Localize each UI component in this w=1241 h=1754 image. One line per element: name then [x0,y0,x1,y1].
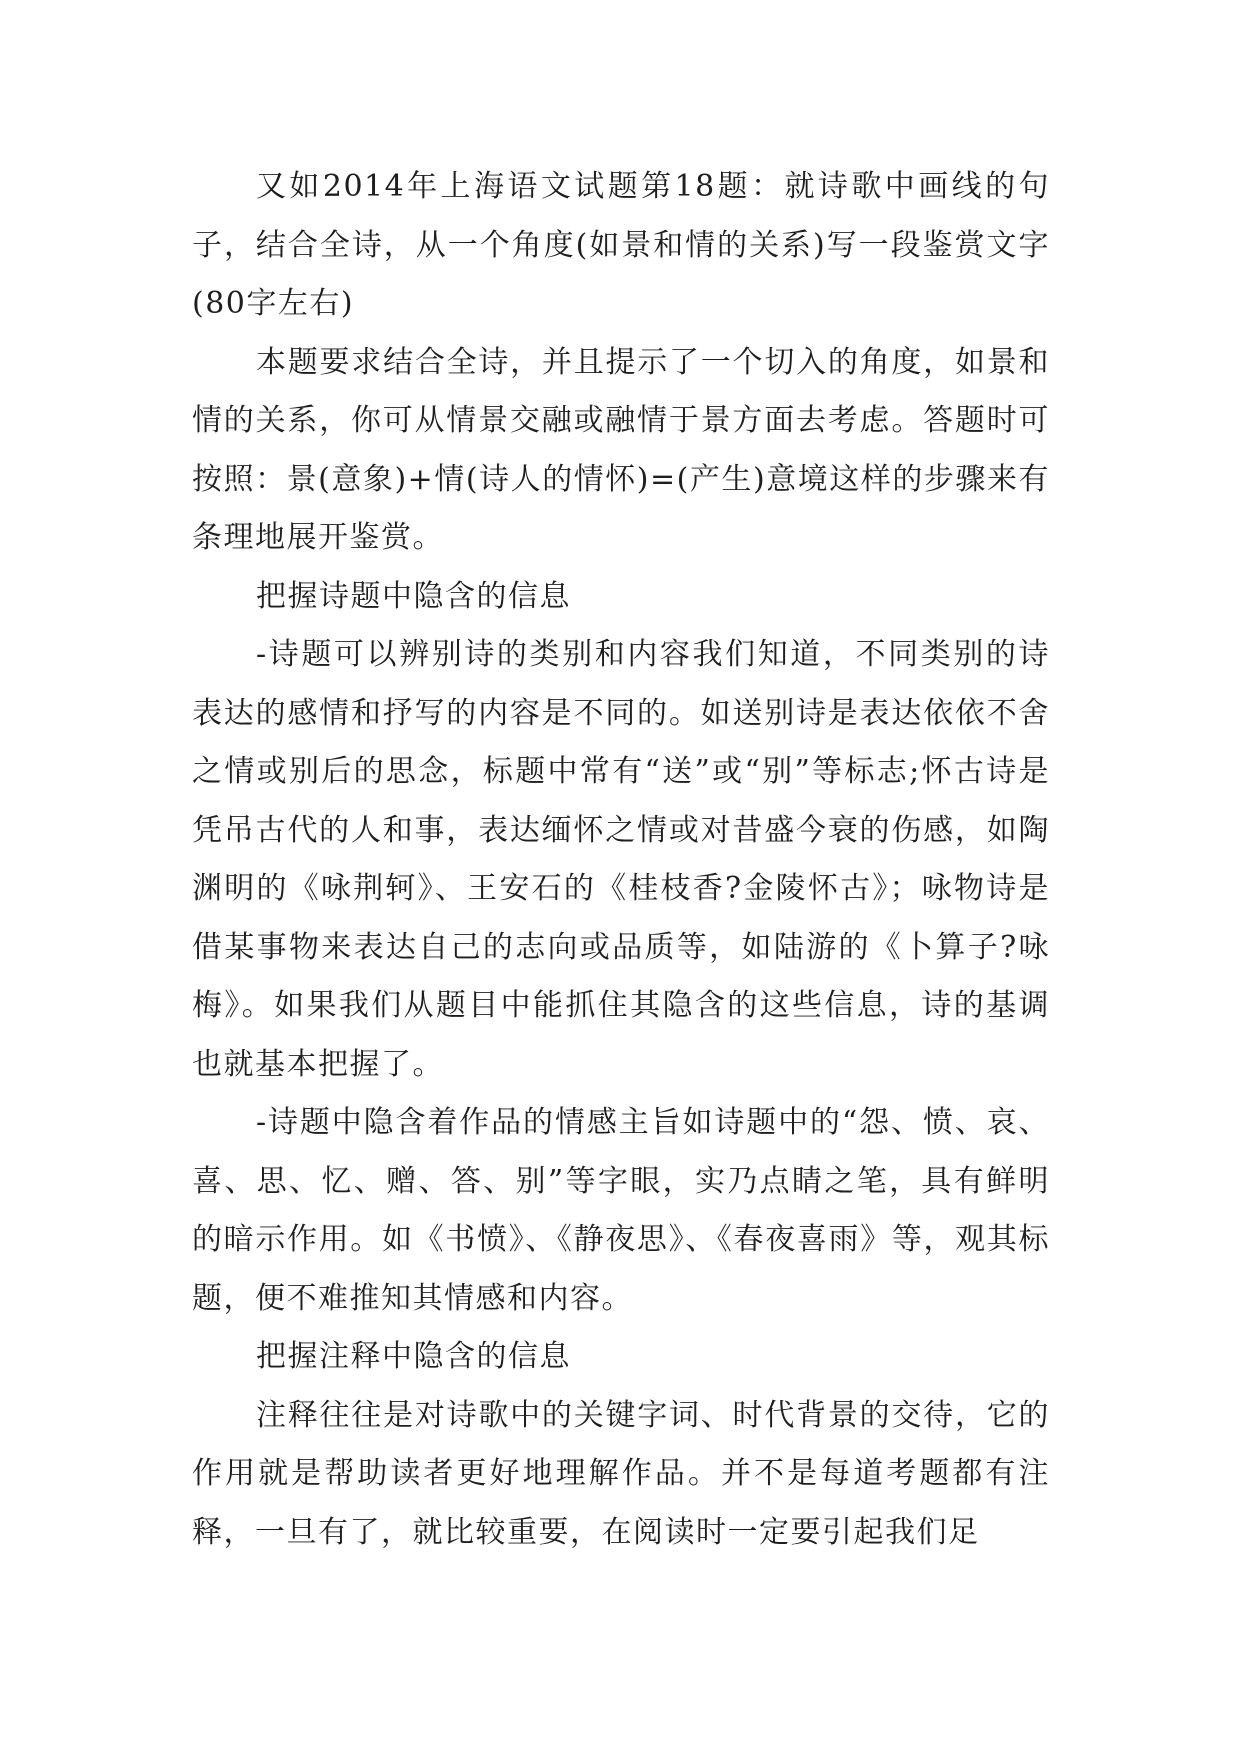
paragraph-title-emotion: -诗题中隐含着作品的情感主旨如诗题中的“怨、愤、哀、喜、思、忆、赠、答、别”等字眼，实乃点睛之笔，具有鲜明的暗示作用。如《书愤》、《静夜思》、《春夜喜雨》等，观其标题，便不难推知其情感和内容。 [192,1105,1050,1316]
heading-annotation-info: 把握注释中隐含的信息 [256,1339,571,1374]
document-body [192,158,1050,1562]
paragraph-title-category: -诗题可以辨别诗的类别和内容我们知道，不同类别的诗表达的感情和抒写的内容是不同的。如送别诗是表达依依不舍之情或别后的思念，标题中常有“送”或“别”等标志;怀古诗是凭吊古代的人和事，表达缅怀之情或对昔盛今衰的伤感，如陶渊明的《咏荆轲》、王安石的《桂枝香?金陵怀古》；咏物诗是借某事物来表达自己的志向或品质等，如陆游的《卜算子?咏梅》。如果我们从题目中能抓住其隐含的这些信息，诗的基调也就基本把握了。 [192,637,1050,1082]
paragraph-shanghai-question: 又如2014年上海语文试题第18题：就诗歌中画线的句子，结合全诗，从一个角度(如景和情的关系)写一段鉴赏文字(80字左右) [192,169,1050,321]
heading-poem-title-info: 把握诗题中隐含的信息 [256,578,571,614]
paragraph-annotation: 注释往往是对诗歌中的关键字词、时代背景的交待，它的作用就是帮助读者更好地理解作品。并不是每道考题都有注释，一旦有了，就比较重要，在阅读时一定要引起我们足 [192,1397,1050,1550]
paragraph-question-analysis: 本题要求结合全诗，并且提示了一个切入的角度，如景和情的关系，你可从情景交融或融情于景方面去考虑。答题时可按照：景(意象)+情(诗人的情怀)=(产生)意境这样的步骤来有条理地展开鉴赏。 [192,344,1050,555]
